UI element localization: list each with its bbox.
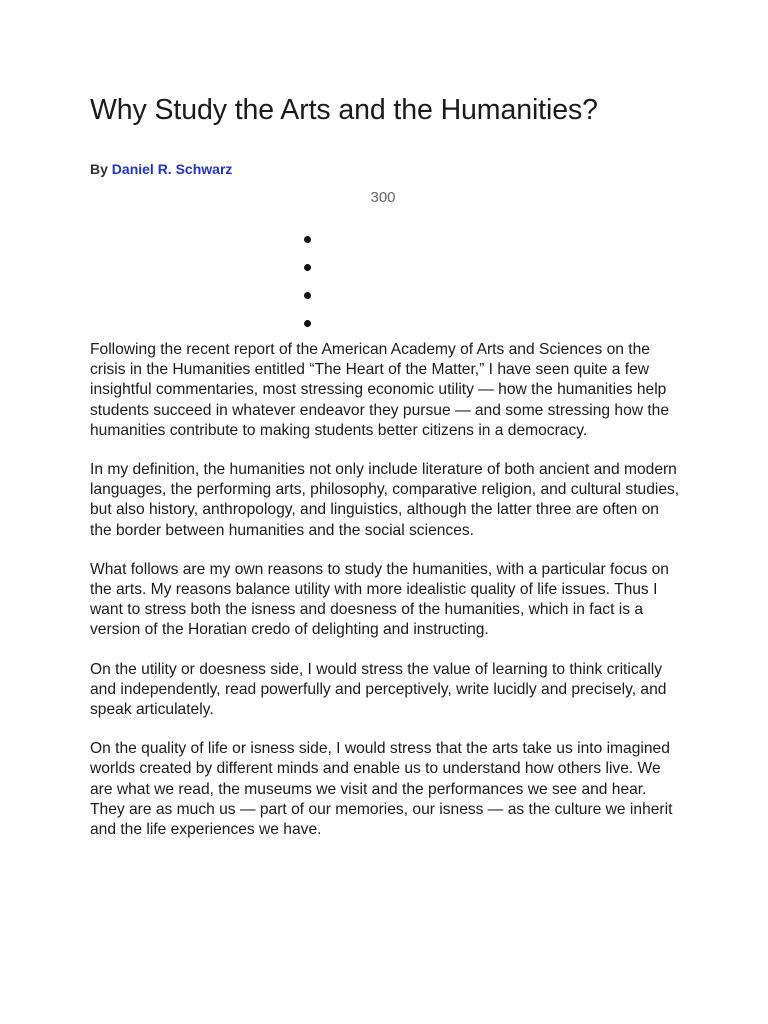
share-item[interactable] [300, 284, 320, 312]
article-paragraph: In my definition, the humanities not only include literature of both ancient and modern languages, the performing arts, philosophy, comparative religion, and cultural studies, but also history, anthropology, and linguistics, although the latter three are often on the border between humanities and the social sciences. [90, 461, 680, 539]
author-link[interactable]: Daniel R. Schwarz [111, 161, 233, 177]
article-title: Why Study the Arts and the Humanities? [90, 94, 598, 126]
bullet-icon [304, 292, 311, 299]
share-count: 300 [370, 189, 396, 206]
article-paragraph: On the quality of life or isness side, I would stress that the arts take us into imagined worlds created by different minds and enable us to understand how others live. We are what we read, the museums we visit and the performances we see and hear. They are as much us — part of our memories, our isness — as the culture we inherit and the life experiences we have. [90, 740, 673, 839]
bullet-icon [304, 264, 311, 271]
bullet-icon [304, 320, 311, 327]
article-paragraph: On the utility or doesness side, I would stress the value of learning to think critically and independently, read powerfully and perceptively, write lucidly and precisely, and speak articulately. [90, 660, 667, 719]
article-paragraph: What follows are my own reasons to study the humanities, with a particular focus on the arts. My reasons balance utility with more idealistic quality of life issues. Thus I want to stress both the isness and doesness of the humanities, which in fact is a version of the Horatian credo of delighting and instructing. [90, 560, 669, 639]
article-body [90, 340, 682, 859]
share-item[interactable] [300, 228, 320, 256]
share-item[interactable] [300, 256, 320, 284]
share-list [300, 228, 320, 340]
byline-prefix: By [90, 161, 108, 177]
article-paragraph: Following the recent report of the American Academy of Arts and Sciences on the crisis in the Humanities entitled “The Heart of the Matter,” I have seen quite a few insightful commentaries, most stressing economic utility — how the humanities help students succeed in whatever endeavor they pursue — and some stressing how the humanities contribute to making students better citizens in a democracy. [90, 341, 670, 439]
share-item[interactable] [300, 312, 320, 340]
byline [90, 160, 232, 178]
bullet-icon [304, 236, 311, 243]
